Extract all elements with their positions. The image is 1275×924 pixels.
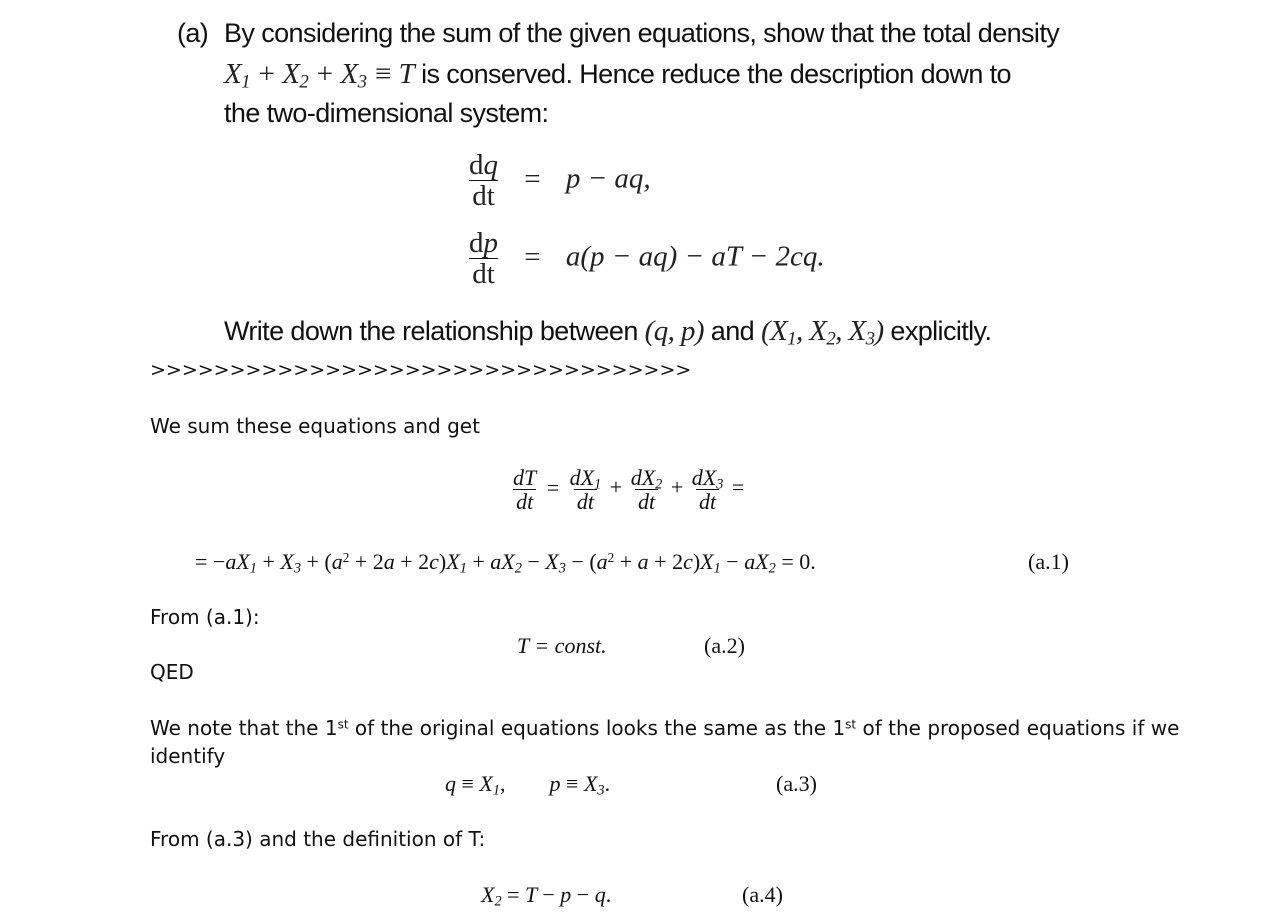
fraction-dq-dt: $\frac{dq}{dt}$ (469, 149, 498, 213)
problem-line-3: the two-dimensional system: (224, 98, 549, 128)
solution-intro: We sum these equations and get (150, 414, 480, 438)
equation-a3-label: (a.3) (776, 771, 817, 796)
equation-a1-label: (a.1) (1028, 549, 1069, 574)
eq2-rhs: a(p − aq) − aT − 2cq. (565, 240, 825, 273)
equation-dq-dt: $\frac{dq}{dt}$ = p − aq, (466, 150, 651, 212)
eq1-rhs: p − aq, (565, 162, 651, 195)
note-line-2: identify (150, 744, 226, 768)
qed-text: QED (150, 660, 194, 684)
from-a3-text: From (a.3) and the definition of T: (150, 827, 486, 851)
note-line-1: We note that the 1st of the original equations looks the same as the 1st of the proposed equations if we (150, 716, 1180, 740)
separator-line: >>>>>>>>>>>>>>>>>>>>>>>>>>>>>>>>>> (150, 359, 692, 381)
equation-a1: = $-aX_1 + X_3 + (a^2 + 2a + 2c)X_1 + aX_2 - X_3 - (a^2 + a + 2c)X_1 - aX_2 = 0$. (195, 549, 816, 577)
from-a1-text: From (a.1): (150, 605, 260, 629)
problem-line-2: $X_1 + X_2 + X_3 \equiv T$ is conserved. Hence reduce the description down to (224, 58, 1011, 93)
total-density-expression: $X_1 + X_2 + X_3 \equiv T$ (224, 58, 415, 93)
equation-a3: $q \equiv X_1$, $p \equiv X_3$. (445, 771, 611, 799)
equation-a2: T = const. (517, 633, 607, 658)
equation-a4: $X_2 = T - p - q$. (481, 882, 612, 910)
equation-a4-label: (a.4) (742, 882, 783, 907)
problem-label: (a) (177, 18, 209, 48)
problem-line-4: Write down the relationship between (q, p) and ($X_1$, $X_2$, $X_3$) explicitly. (224, 315, 992, 350)
equation-sum-derivatives: $\frac{dT}{dt}$ = $\frac{dX_1}{dt}$ + $\frac{dX_2}{dt}$ + $\frac{dX_3}{dt}$ = (513, 465, 745, 515)
equation-dp-dt: $\frac{dp}{dt}$ = a(p − aq) − aT − 2cq. (466, 228, 825, 290)
fraction-dp-dt: $\frac{dp}{dt}$ (469, 227, 498, 291)
equation-a2-label: (a.2) (704, 633, 745, 658)
problem-line-1: By considering the sum of the given equations, show that the total density (224, 18, 1060, 48)
